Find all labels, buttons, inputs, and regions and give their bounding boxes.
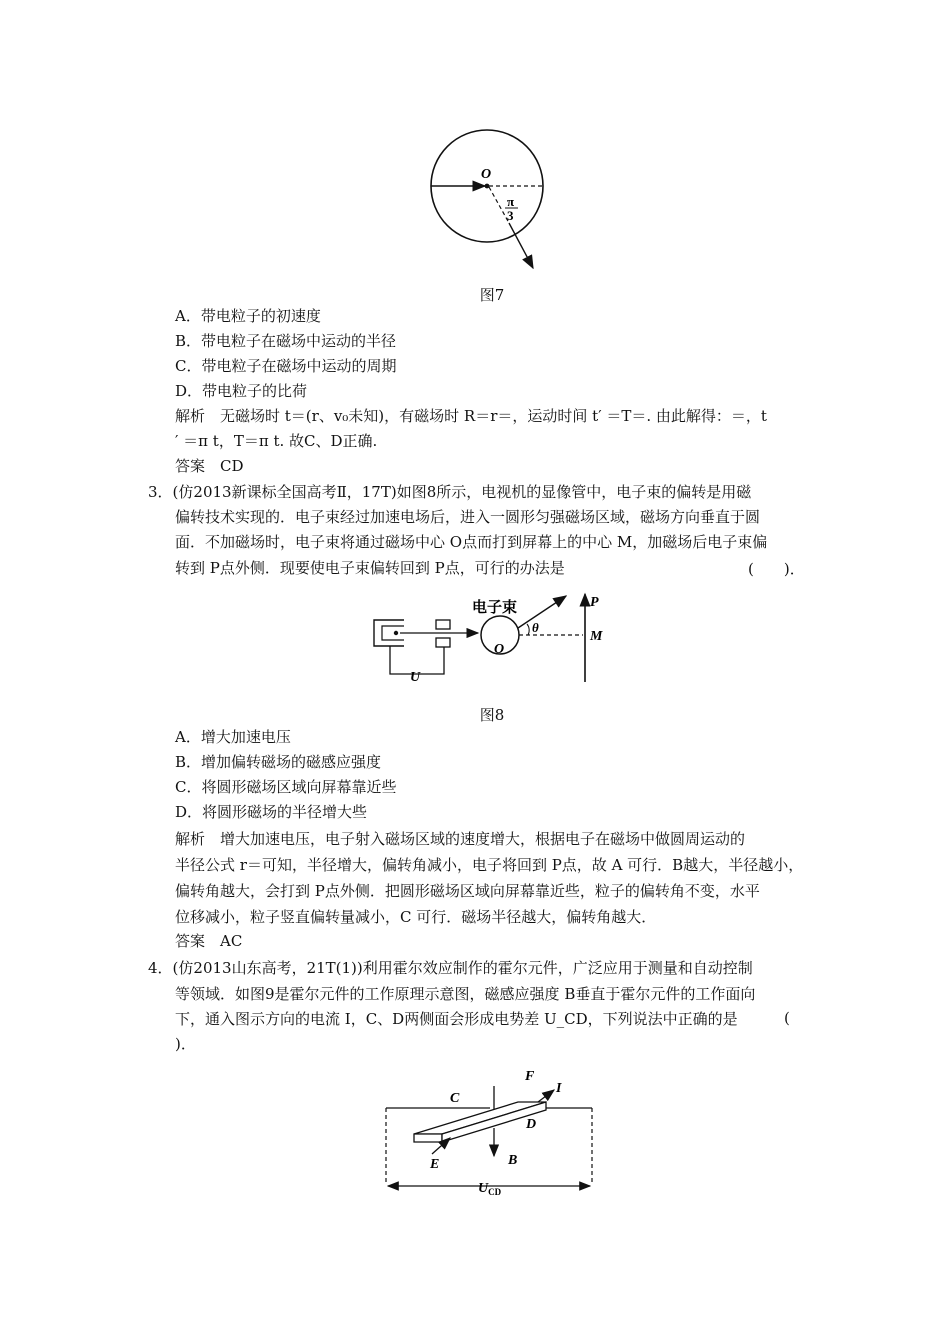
- q2-option-d: D．带电粒子的比荷: [175, 382, 308, 400]
- label-M: M: [590, 629, 603, 644]
- q4-stem-line1: 4．(仿2013山东高考，21T(1))利用霍尔效应制作的霍尔元件，广泛应用于测量和自动控制: [148, 959, 753, 977]
- q2-option-a: A．带电粒子的初速度: [175, 307, 321, 325]
- label-E: E: [430, 1157, 440, 1172]
- deflected-beam: [518, 596, 566, 628]
- q3-answer: 答案 AC: [175, 932, 243, 950]
- label-O: O: [481, 167, 492, 182]
- q3-stem-line2: 偏转技术实现的．电子束经过加速电场后，进入一圆形匀强磁场区域，磁场方向垂直于圆: [175, 508, 761, 526]
- label-D: D: [526, 1117, 537, 1132]
- figure-7-caption: 图7: [479, 286, 505, 304]
- q3-analysis-line2: 半径公式 r＝可知，半径增大，偏转角减小，电子将回到 P点，故 A 可行．B越大，半径越小，: [175, 856, 804, 874]
- angle-denominator: 3: [507, 208, 514, 223]
- q2-answer: 答案 CD: [175, 457, 244, 475]
- label-theta: θ: [532, 620, 539, 635]
- q3-answer-blank: ( )．: [748, 560, 805, 578]
- q4-stem-line4: )．: [175, 1035, 196, 1053]
- q3-analysis-line1: 解析 增大加速电压，电子射入磁场区域的速度增大，根据电子在磁场中做圆周运动的: [175, 830, 746, 848]
- q3-analysis-line3: 偏转角越大，会打到 P点外侧．把圆形磁场区域向屏幕靠近些，粒子的偏转角不变，水平: [175, 882, 760, 900]
- q4-stem-line3: 下，通入图示方向的电流 I，C、D两侧面会形成电势差 U_CD，下列说法中正确的是: [175, 1010, 738, 1028]
- label-ucd: $U_{CD}$: [478, 1181, 502, 1197]
- q3-stem-line4: 转到 P点外侧．现要使电子束偏转回到 P点，可行的办法是: [175, 559, 565, 577]
- hall-plate-front: [414, 1134, 442, 1142]
- q3-option-c: C．将圆形磁场区域向屏幕靠近些: [175, 778, 397, 796]
- q4-stem-line2: 等领域．如图9是霍尔元件的工作原理示意图，磁感应强度 B垂直于霍尔元件的工作面向: [175, 985, 756, 1003]
- q2-option-c: C．带电粒子在磁场中运动的周期: [175, 357, 397, 375]
- q3-option-a: A．增大加速电压: [175, 728, 291, 746]
- dashed-radius: [489, 187, 509, 223]
- q2-analysis-line2: ′ ＝π t，T＝π t. 故C、D正确.: [175, 432, 378, 450]
- q3-option-b: B．增加偏转磁场的磁感应强度: [175, 753, 382, 771]
- label-U: U: [410, 670, 421, 685]
- q3-stem-line1: 3．(仿2013新课标全国高考Ⅱ，17T)如图8所示，电视机的显像管中，电子束的偏转是用磁: [148, 483, 752, 501]
- label-F: F: [525, 1069, 535, 1084]
- figure-8: [368, 588, 618, 688]
- figure-8-caption: 图8: [479, 706, 505, 724]
- label-C: C: [450, 1091, 460, 1106]
- q2-option-b: B．带电粒子在磁场中运动的半径: [175, 332, 397, 350]
- current-out-arrow: [538, 1090, 554, 1102]
- angle-numerator: π: [507, 194, 515, 209]
- theta-arc: [527, 624, 529, 635]
- label-I: I: [556, 1081, 562, 1096]
- q2-analysis-line1: 解析 无磁场时 t＝(r、v₀未知)，有磁场时 R＝r＝，运动时间 t′ ＝T＝. 由此解得：＝，t: [175, 407, 767, 425]
- figure-7: [415, 120, 555, 280]
- q3-option-d: D．将圆形磁场的半径增大些: [175, 803, 368, 821]
- emitter-dot: [394, 631, 398, 635]
- label-O: O: [494, 642, 505, 657]
- cathode-shape: [374, 620, 404, 646]
- label-ucd-sub: CD: [488, 1187, 502, 1197]
- q3-stem-line3: 面．不加磁场时，电子束将通过磁场中心 O点而打到屏幕上的中心 M，加磁场后电子束偏: [175, 533, 768, 551]
- anode-lower: [436, 638, 450, 647]
- anode-upper: [436, 620, 450, 629]
- beam-label: 电子束: [472, 598, 518, 616]
- q4-answer-blank-open: (: [784, 1009, 790, 1027]
- q3-analysis-line4: 位移减小，粒子竖直偏转量减小，C 可行．磁场半径越大，偏转角越大．: [175, 908, 657, 926]
- label-B: B: [508, 1153, 518, 1168]
- label-P: P: [590, 595, 599, 610]
- figure-9: [378, 1062, 608, 1202]
- center-dot: [485, 184, 490, 189]
